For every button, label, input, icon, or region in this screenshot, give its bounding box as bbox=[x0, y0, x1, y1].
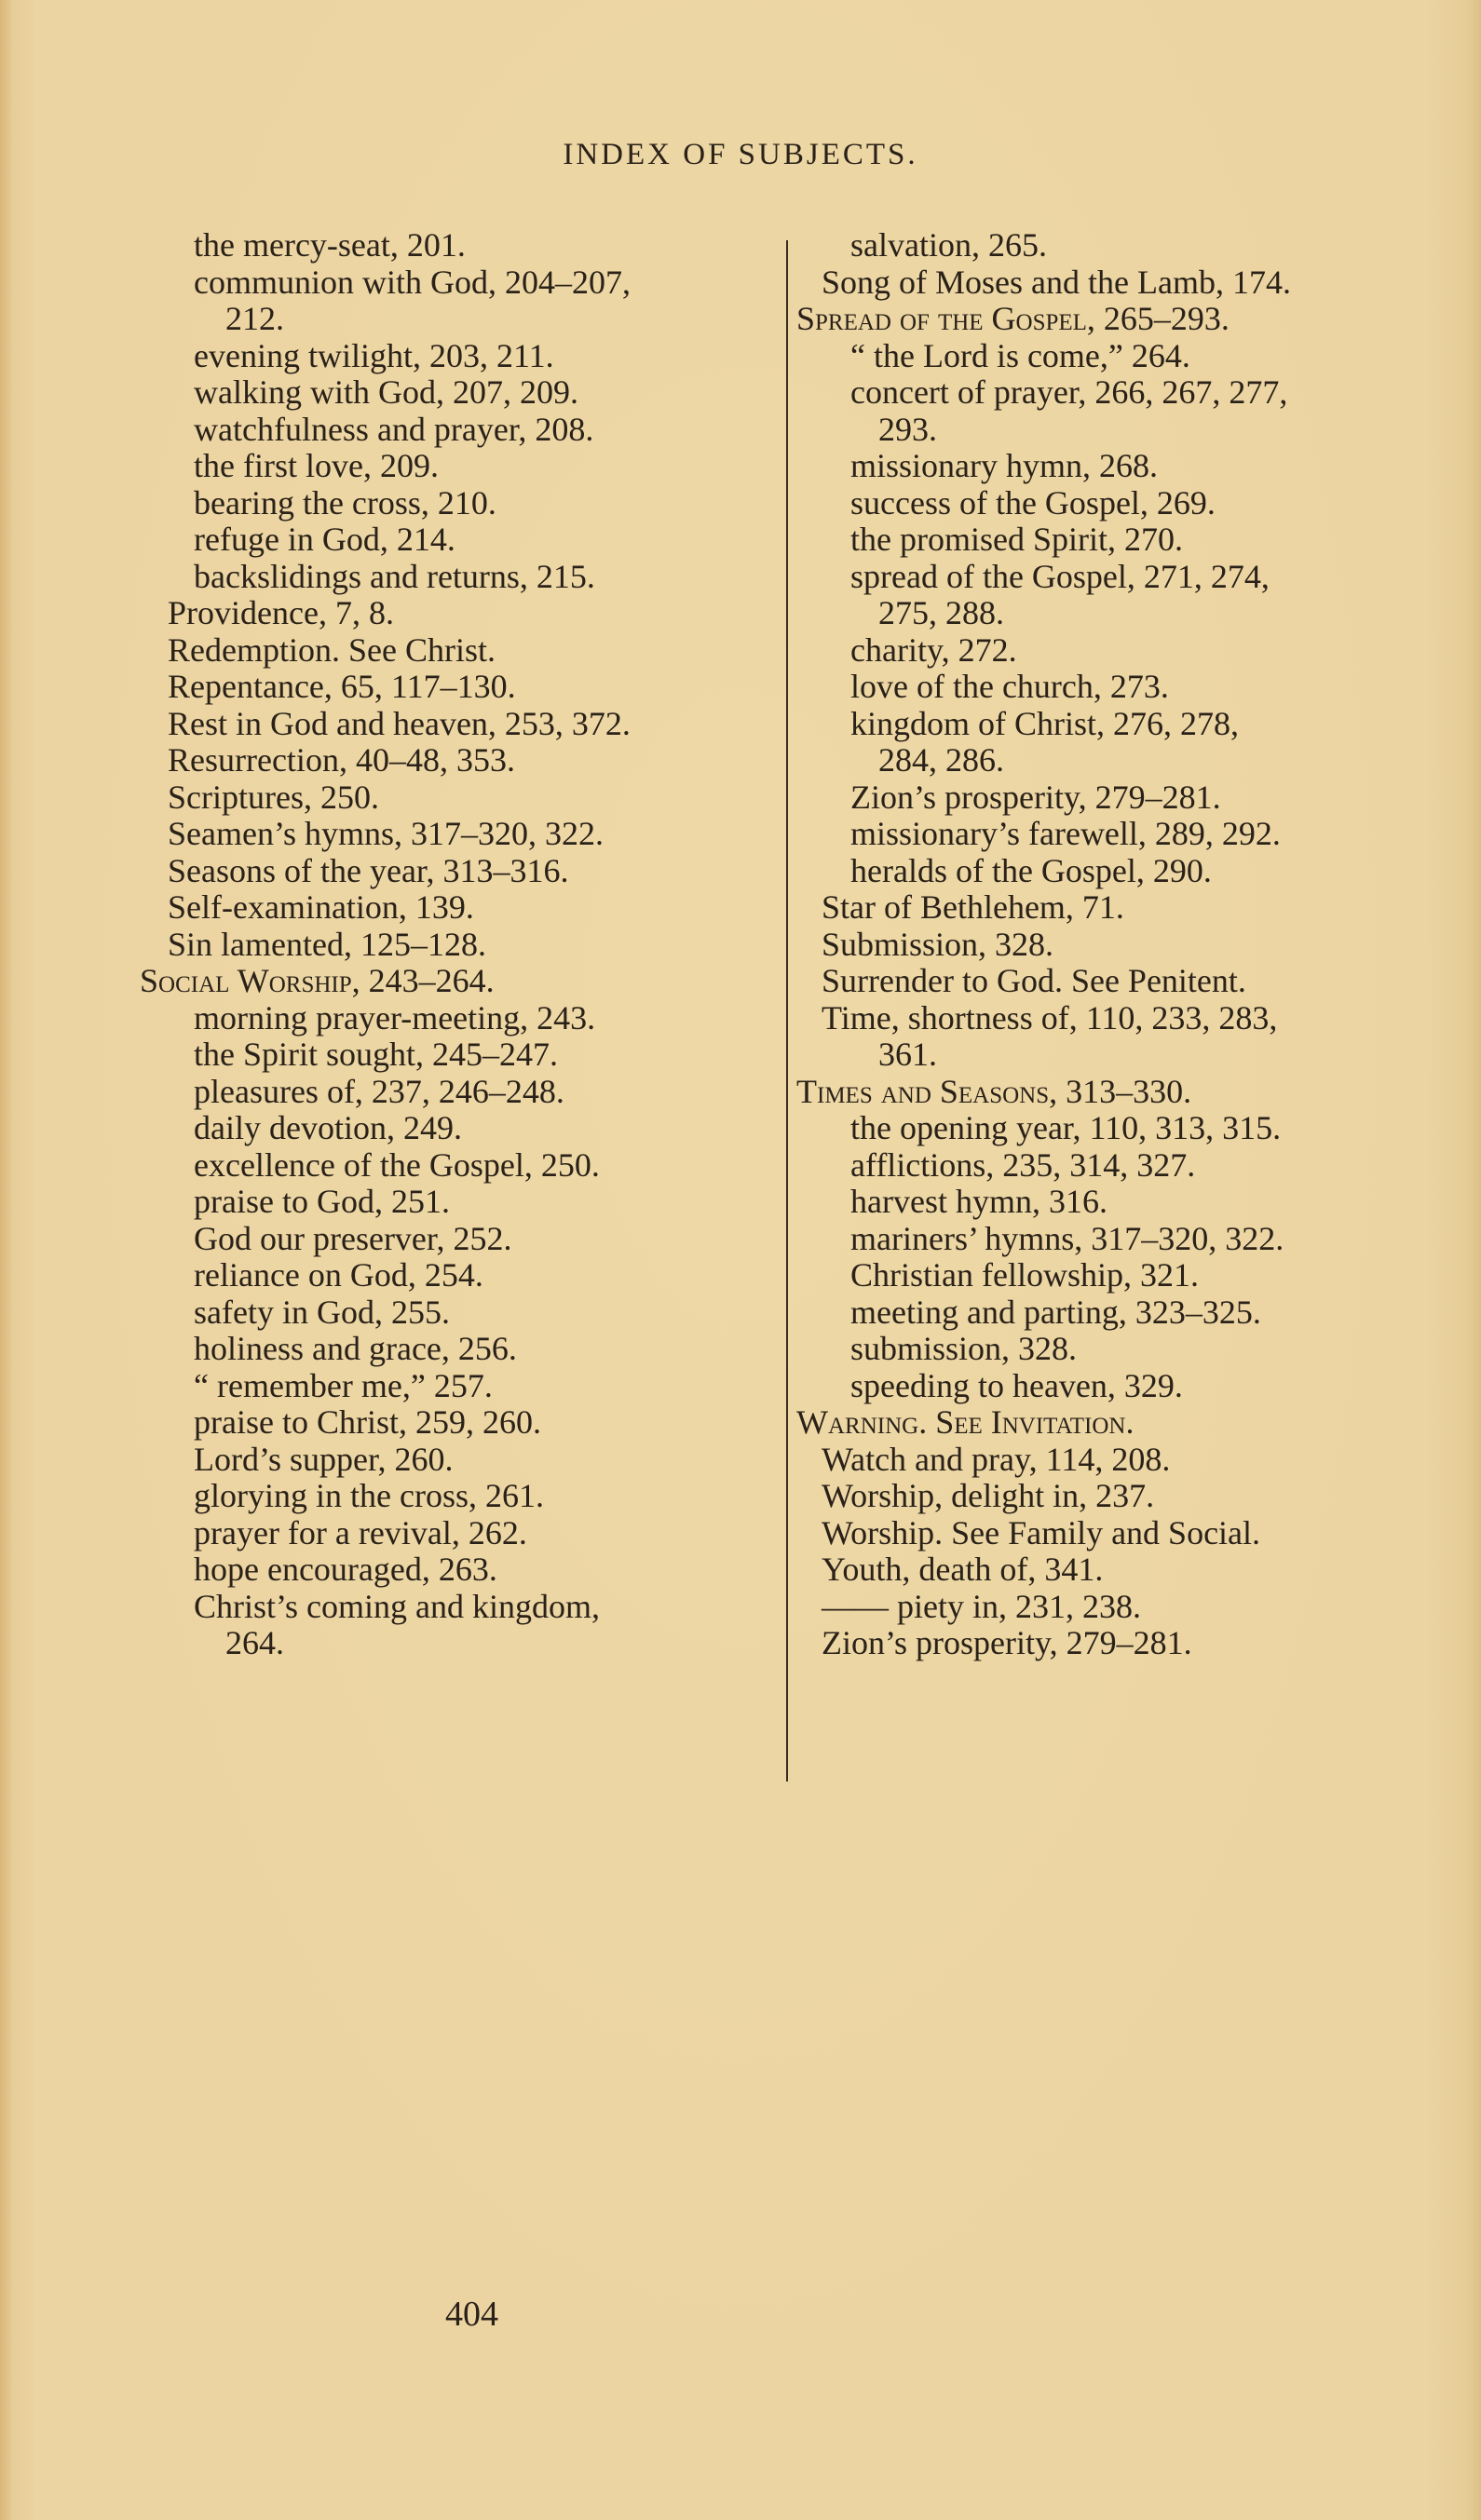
index-entry: speeding to heaven, 329. bbox=[850, 1366, 1183, 1404]
index-entry: Rest in God and heaven, 253, 372. bbox=[168, 704, 631, 742]
index-entry: Star of Bethlehem, 71. bbox=[822, 888, 1124, 926]
index-entry: walking with God, 207, 209. bbox=[194, 373, 578, 411]
index-entry: safety in God, 255. bbox=[194, 1293, 450, 1331]
index-entry: 212. bbox=[225, 300, 284, 337]
column-divider bbox=[786, 240, 788, 1782]
index-entry: Christ’s coming and kingdom, bbox=[194, 1587, 600, 1625]
index-entry: praise to Christ, 259, 260. bbox=[194, 1403, 541, 1441]
index-entry: submission, 328. bbox=[850, 1330, 1078, 1367]
index-entry: praise to God, 251. bbox=[194, 1183, 450, 1220]
index-entry: Seasons of the year, 313–316. bbox=[168, 851, 569, 889]
index-entry: God our preserver, 252. bbox=[194, 1219, 512, 1257]
index-entry: 284, 286. bbox=[878, 741, 1004, 779]
index-column-right bbox=[796, 227, 1420, 1662]
index-entry: meeting and parting, 323–325. bbox=[850, 1293, 1261, 1331]
index-entry: “ remember me,” 257. bbox=[194, 1366, 493, 1404]
index-entry: kingdom of Christ, 276, 278, bbox=[850, 704, 1240, 742]
page-number: 404 bbox=[445, 2295, 498, 2334]
index-entry: pleasures of, 237, 246–248. bbox=[194, 1072, 564, 1110]
index-entry: “ the Lord is come,” 264. bbox=[850, 336, 1190, 374]
index-entry: hope encouraged, 263. bbox=[194, 1551, 497, 1588]
index-entry: Surrender to God. See Penitent. bbox=[822, 962, 1246, 999]
index-entry: 275, 288. bbox=[878, 594, 1004, 631]
index-entry: heralds of the Gospel, 290. bbox=[850, 851, 1212, 889]
index-entry: daily devotion, 249. bbox=[194, 1109, 462, 1146]
index-entry: evening twilight, 203, 211. bbox=[194, 336, 554, 374]
index-entry: Seamen’s hymns, 317–320, 322. bbox=[168, 815, 604, 852]
index-entry: Zion’s prosperity, 279–281. bbox=[822, 1624, 1192, 1661]
index-entry: the opening year, 110, 313, 315. bbox=[850, 1109, 1282, 1146]
index-entry: the Spirit sought, 245–247. bbox=[194, 1036, 559, 1073]
index-entry: bearing the cross, 210. bbox=[194, 483, 496, 522]
index-entry: Self-examination, 139. bbox=[168, 888, 474, 926]
index-entry: Song of Moses and the Lamb, 174. bbox=[822, 263, 1291, 301]
index-entry: Scriptures, 250. bbox=[168, 778, 379, 816]
index-entry: Resurrection, 40–48, 353. bbox=[168, 741, 515, 779]
index-entry: charity, 272. bbox=[850, 630, 1017, 669]
index-entry: mariners’ hymns, 317–320, 322. bbox=[850, 1219, 1284, 1257]
index-entry: Worship, delight in, 237. bbox=[822, 1477, 1155, 1514]
index-entry: 361. bbox=[878, 1036, 937, 1073]
index-entry: spread of the Gospel, 271, 274, bbox=[850, 557, 1270, 595]
index-entry: Repentance, 65, 117–130. bbox=[168, 668, 516, 705]
index-entry: communion with God, 204–207, bbox=[194, 263, 631, 301]
index-entry: Providence, 7, 8. bbox=[168, 594, 394, 631]
index-entry: holiness and grace, 256. bbox=[194, 1330, 517, 1367]
index-entry: Time, shortness of, 110, 233, 283, bbox=[822, 998, 1278, 1036]
running-header: INDEX OF SUBJECTS. bbox=[563, 138, 918, 171]
index-column-left bbox=[140, 227, 782, 1662]
index-entry: Lord’s supper, 260. bbox=[194, 1440, 454, 1478]
index-heading: Times and Seasons, 313–330. bbox=[796, 1072, 1192, 1110]
index-heading: Social Worship, 243–264. bbox=[140, 962, 495, 999]
index-entry: salvation, 265. bbox=[850, 226, 1047, 264]
index-entry: prayer for a revival, 262. bbox=[194, 1513, 527, 1551]
index-entry: the promised Spirit, 270. bbox=[850, 521, 1183, 558]
index-entry: Worship. See Family and Social. bbox=[822, 1513, 1261, 1551]
index-entry: love of the church, 273. bbox=[850, 668, 1169, 705]
index-entry: morning prayer-meeting, 243. bbox=[194, 998, 596, 1036]
index-entry: 264. bbox=[225, 1624, 284, 1661]
index-entry: success of the Gospel, 269. bbox=[850, 483, 1216, 522]
index-entry: backslidings and returns, 215. bbox=[194, 557, 595, 595]
index-entry: refuge in God, 214. bbox=[194, 521, 455, 558]
index-entry: excellence of the Gospel, 250. bbox=[194, 1145, 600, 1184]
index-entry: afflictions, 235, 314, 327. bbox=[850, 1145, 1196, 1184]
index-entry: Zion’s prosperity, 279–281. bbox=[850, 778, 1221, 816]
index-entry: harvest hymn, 316. bbox=[850, 1183, 1107, 1220]
index-entry: Youth, death of, 341. bbox=[822, 1551, 1104, 1588]
index-heading: Spread of the Gospel, 265–293. bbox=[796, 300, 1230, 337]
index-entry: concert of prayer, 266, 267, 277, bbox=[850, 373, 1288, 411]
index-entry: 293. bbox=[878, 410, 937, 448]
index-entry: missionary hymn, 268. bbox=[850, 447, 1158, 484]
index-entry: Christian fellowship, 321. bbox=[850, 1256, 1199, 1294]
index-entry: —— piety in, 231, 238. bbox=[822, 1587, 1141, 1625]
index-entry: Submission, 328. bbox=[822, 925, 1054, 963]
index-entry: glorying in the cross, 261. bbox=[194, 1477, 544, 1514]
index-entry: Sin lamented, 125–128. bbox=[168, 925, 486, 963]
index-entry: missionary’s farewell, 289, 292. bbox=[850, 815, 1281, 852]
index-entry: the mercy-seat, 201. bbox=[194, 226, 466, 264]
index-entry: reliance on God, 254. bbox=[194, 1256, 483, 1294]
index-entry: watchfulness and prayer, 208. bbox=[194, 410, 594, 448]
index-entry: Redemption. See Christ. bbox=[168, 630, 496, 669]
index-entry: the first love, 209. bbox=[194, 447, 439, 484]
index-entry: Watch and pray, 114, 208. bbox=[822, 1440, 1171, 1478]
index-heading: Warning. See Invitation. bbox=[796, 1403, 1135, 1441]
